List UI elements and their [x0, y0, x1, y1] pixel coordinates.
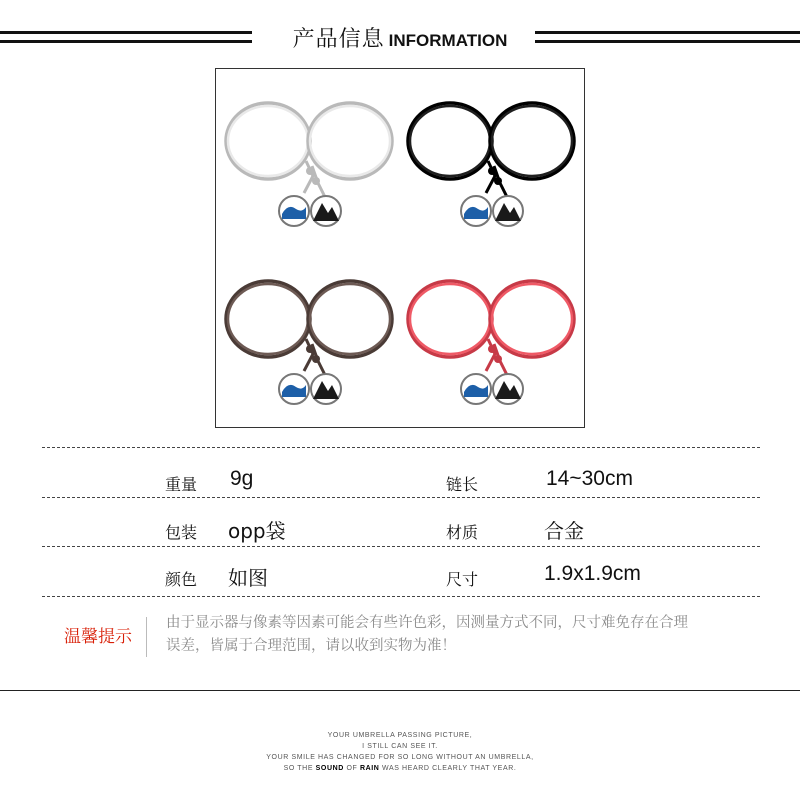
- cord-tail: [486, 339, 495, 371]
- notice-line-1: 由于显示器与像素等因素可能会有些许色彩，因测量方式不同，尺寸难免存在合理: [166, 615, 688, 631]
- cord-loop: [308, 103, 392, 179]
- footer-text: WAS HEARD CLEARLY THAT YEAR.: [379, 765, 517, 772]
- footer-highlight: RAIN: [359, 765, 380, 772]
- cord-loop: [492, 284, 572, 354]
- footer-line-3: YOUR SMILE HAS CHANGED FOR SO LONG WITHOUT AN UMBRELLA,: [266, 754, 534, 761]
- cord-tail: [486, 161, 495, 193]
- notice-line-2: 误差，皆属于合理范围，请以收到实物为准！: [166, 638, 456, 654]
- footer-line-4: [0, 765, 800, 772]
- color-value: 如图: [228, 566, 268, 590]
- knot: [494, 355, 502, 363]
- cord-loop: [228, 284, 308, 354]
- footer-text: SO THE: [283, 765, 316, 772]
- material-label: 材质: [446, 523, 479, 542]
- bracelet-pair-black: [400, 71, 584, 250]
- package-value: opp袋: [228, 519, 286, 543]
- cord-loop: [492, 106, 572, 176]
- cord-loop: [310, 106, 390, 176]
- cord-loop: [490, 281, 574, 357]
- bracelet-pair-white: [218, 71, 402, 250]
- footer-highlight: SOUND: [315, 765, 344, 772]
- cord-tail: [304, 161, 313, 193]
- chain-length-label: 链长: [446, 475, 479, 494]
- spec-divider: [42, 546, 760, 547]
- material-value: 合金: [544, 519, 584, 543]
- title-cn: 产品信息: [292, 27, 385, 52]
- cord-loop: [310, 284, 390, 354]
- cord-loop: [308, 281, 392, 357]
- knot: [306, 167, 314, 175]
- notice-separator: [146, 617, 147, 657]
- weight-label: 重量: [165, 475, 198, 494]
- weight-value: 9g: [230, 467, 254, 490]
- footer-rule: [0, 690, 800, 691]
- cord-loop: [228, 106, 308, 176]
- product-photo: [215, 68, 585, 428]
- spec-divider: [42, 447, 760, 448]
- size-label: 尺寸: [446, 570, 479, 589]
- knot: [494, 177, 502, 185]
- spec-divider: [42, 497, 760, 498]
- bracelet-pair-red: [400, 249, 584, 428]
- cord-loop: [410, 284, 490, 354]
- bracelet-pair-brown: [218, 249, 402, 428]
- footer-text: OF: [343, 765, 360, 772]
- knot: [488, 167, 496, 175]
- chain-length-value: 14~30cm: [546, 467, 633, 490]
- cord-loop: [410, 106, 490, 176]
- cord-loop: [408, 281, 492, 357]
- package-label: 包装: [165, 523, 198, 542]
- page-title: [0, 22, 800, 53]
- knot: [312, 177, 320, 185]
- cord-loop: [226, 103, 310, 179]
- notice-title: 温馨提示: [64, 627, 132, 647]
- color-label: 颜色: [165, 570, 198, 589]
- footer-line-2: I STILL CAN SEE IT.: [362, 743, 438, 750]
- footer-line-1: YOUR UMBRELLA PASSING PICTURE,: [327, 732, 473, 739]
- cord-loop: [408, 103, 492, 179]
- notice-text: [166, 612, 756, 658]
- knot: [306, 345, 314, 353]
- cord-tail: [304, 339, 313, 371]
- cord-loop: [226, 281, 310, 357]
- spec-divider: [42, 596, 760, 597]
- title-en: INFORMATION: [388, 31, 508, 50]
- cord-loop: [490, 103, 574, 179]
- knot: [312, 355, 320, 363]
- knot: [488, 345, 496, 353]
- size-value: 1.9x1.9cm: [544, 562, 641, 585]
